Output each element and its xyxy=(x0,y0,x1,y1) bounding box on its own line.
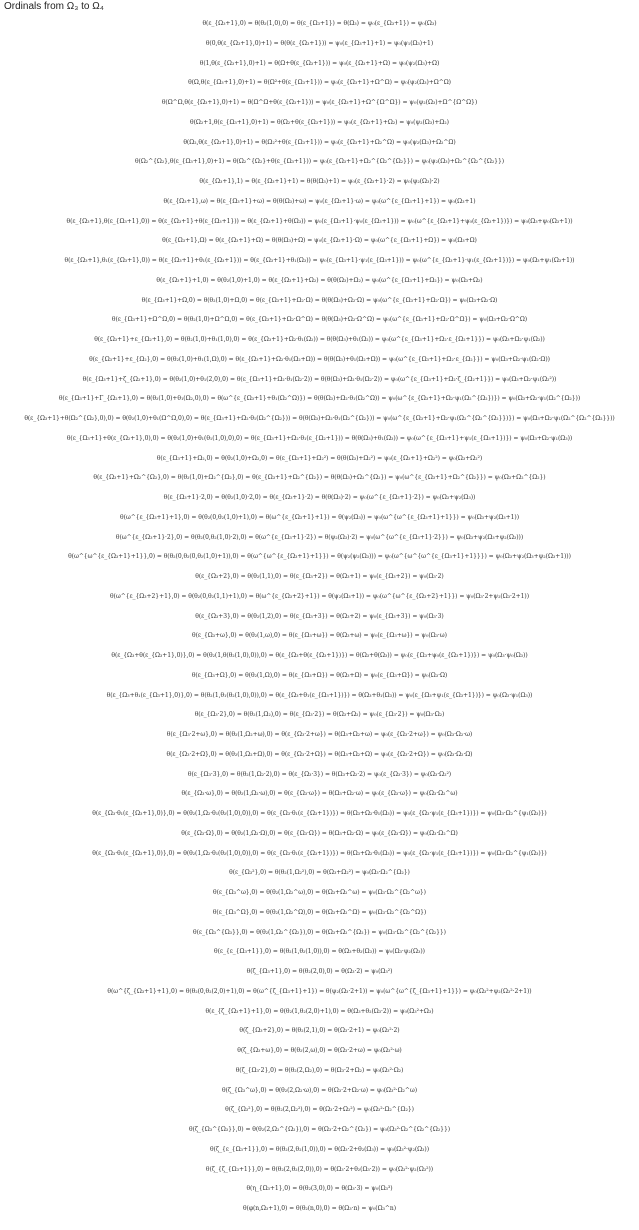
equation-row: θ(ζ_{Ω₃+1},0) = θ(θ₂(2,0),0) = θ(Ω₃·2) = ψ₀(Ω₃²) xyxy=(246,968,393,976)
equation-row: θ(ε_{Ω₃·3},0) = θ(θ₂(1,Ω₂·2),0) = θ(ε_{Ω₃·3}) = θ(Ω₃+Ω₂·2) = ψ₀(ε_{Ω₃·3}) = ψ₀(Ω₃·Ω₂²) xyxy=(187,770,452,778)
equation-row: θ(ω^{ε_{Ω₃+1}+1},0) = θ(θ₂(0,θ₂(1,0)+1),0) = θ(ω^{ε_{Ω₃+1}+1}) = θ(ψ₂(Ω₃)) = ψ₀(ω^{ω^{ε_{Ω₃+1}+1}}) = ψ₀(Ω₃+ψ₂(Ω₃+1)) xyxy=(120,513,519,521)
equation-row: θ(ζ_{ζ_{Ω₃+1}},0) = θ(θ₂(2,θ₂(2,0)),0) = θ(Ω₃·2+θ₂(Ω₃·2)) = ψ₀(Ω₃²·ψ₂(Ω₃²)) xyxy=(205,1165,434,1173)
equation-row: θ(ε_{Ω₃+1},1) = θ(ε_{Ω₃+1}+1) = θ(θ(Ω₃)+1) = ψ₀(ε_{Ω₃+1}·2) = ψ₀(ψ₂(Ω₃)·2) xyxy=(199,178,440,186)
equation-row: θ(0,θ(ε_{Ω₃+1},0)+1) = θ(θ(ε_{Ω₃+1})) = ψ₀(ε_{Ω₃+1}+1) = ψ₀(ψ₁(Ω₃)+1) xyxy=(205,39,434,47)
equation-row: θ(ε_{Ω₃+1}+Ω^Ω,0) = θ(θ₂(1,0)+Ω^Ω,0) = θ(ε_{Ω₃+1}+Ω₂·Ω^Ω) = θ(θ(Ω₃)+Ω₂·Ω^Ω) = ψ₀(ω^{ε_{Ω₃+1}+Ω₂·Ω^Ω}) = ψ₀(Ω₃+Ω₂·Ω^Ω) xyxy=(111,316,528,324)
page-title: Ordinals from Ω₃ to Ω₄ xyxy=(4,1,104,12)
equation-row: θ(ε_{Ω₃+1},ω) = θ(ε_{Ω₃+1}+ω) = θ(θ(Ω₃)+ω) = ψ₀(ε_{Ω₃+1}·ω) = ψ₀(ω^{ε_{Ω₃+1}+1}) = ψ₀(Ω₃+1) xyxy=(163,197,476,205)
equation-row: θ(ω^{ε_{Ω₃+2}+1},0) = θ(θ₂(0,θ₂(1,1)+1),0) = θ(ω^{ε_{Ω₃+2}+1}) = θ(ψ₂(Ω₃+1)) = ψ₀(ω^{ω^{ε_{Ω₃+2}+1}}) = ψ₀(Ω₃·2+ψ₂(Ω₃·2+1)) xyxy=(109,592,530,600)
equation-row: θ(ζ_{Ω₃+ω},0) = θ(θ₂(2,ω),0) = θ(Ω₃·2+ω) = ψ₀(Ω₃²·ω) xyxy=(237,1047,402,1055)
equation-row: θ(ε_{Ω₃+3},0) = θ(θ₂(1,2),0) = θ(ε_{Ω₃+3}) = θ(Ω₃+2) = ψ₀(ε_{Ω₃+3}) = ψ₀(Ω₃·3) xyxy=(195,612,444,620)
equation-row: θ(ε_{Ω₃·ω},0) = θ(θ₂(1,Ω₂·ω),0) = θ(ε_{Ω₃·ω}) = θ(Ω₃+Ω₂·ω) = ψ₀(ε_{Ω₃·ω}) = ψ₀(Ω₃·Ω₂^ω) xyxy=(181,790,458,798)
equation-row: θ(ε_{Ω₃+1},θ(ε_{Ω₃+1},0)) = θ(ε_{Ω₃+1}+θ(ε_{Ω₃+1})) = θ(ε_{Ω₃+1}+θ(Ω₃)) = ψ₀(ε_{Ω₃+1}·ψ₀(ε_{Ω₃+1})) = ψ₀(ω^{ε_{Ω₃+1}+ψ₀(ε_{Ω₃+1})}) = ψ₀(Ω₃+ψ₀(Ω₃+1)) xyxy=(66,217,573,225)
equation-row: θ(ζ_{Ω₃^{Ω₃}},0) = θ(θ₂(2,Ω₂^{Ω₂}),0) = θ(Ω₃·2+Ω₂^{Ω₂}) = ψ₀(Ω₃²·Ω₂^{Ω₂^{Ω₂}}) xyxy=(188,1126,451,1134)
equation-row: θ(ε_{Ω₃²},0) = θ(θ₂(1,Ω₂²),0) = θ(Ω₃+Ω₂²) = ψ₀(Ω₃·Ω₂^{Ω₂}) xyxy=(229,869,410,877)
equation-row: θ(ε_{Ω₃+1}·2,0) = θ(θ₂(1,0)·2,0) = θ(ε_{Ω₃+1}·2) = θ(θ(Ω₃)·2) = ψ₀(ω^{ε_{Ω₃+1}·2}) = ψ₀(Ω₃+ψ₂(Ω₃)) xyxy=(163,494,476,502)
equation-row: θ(ε_{Ω₃+1}+θ(ε_{Ω₂+1},0),0) = θ(θ₂(1,0)+θ₁(θ₁(1,0),0),0) = θ(ε_{Ω₃+1}+Ω₂·θ₁(ε_{Ω₂+1})) = θ(θ(Ω₃)+θ₁(Ω₃)) = ψ₀(ω^{ε_{Ω₃+1}+ψ₁(ε_{Ω₃+1})}) = ψ₀(Ω₃+Ω₂·ψ₁(Ω₃)) xyxy=(66,434,573,442)
equation-row: θ(Ω₂^{Ω₂},θ(ε_{Ω₃+1},0)+1) = θ(Ω₂^{Ω₂}+θ(ε_{Ω₃+1})) = ψ₀(ε_{Ω₃+1}+Ω₂^{Ω₂^{Ω₂}}) = ψ₀(ψ₂(Ω₃)+Ω₂^{Ω₂^{Ω₂}}) xyxy=(134,158,505,166)
equation-row: θ(ε_{Ω₃·θ₁(ε_{Ω₃+1},0)},0) = θ(θ₂(1,Ω₂·θ₁(θ₂(1,0),0)),0) = θ(ε_{Ω₃·θ₁(ε_{Ω₃+1})}) = θ(Ω₃+Ω₂·θ₁(Ω₃)) = ψ₀(ε_{Ω₃·ψ₁(ε_{Ω₃+1})}) = ψ₀(Ω₃·Ω₂^{ψ₁(Ω₃)}) xyxy=(92,849,547,857)
equation-row: θ(ε_{Ω₃^{Ω₃}},0) = θ(θ₂(1,Ω₂^{Ω₂}),0) = θ(Ω₃+Ω₂^{Ω₂}) = ψ₀(Ω₃·Ω₂^{Ω₂^{Ω₂}}) xyxy=(193,928,446,936)
equation-row: θ(φ(n,Ω₃+1),0) = θ(θ₂(n,0),0) = θ(Ω₃·n) = ψ₀(Ω₃^n) xyxy=(242,1205,396,1213)
equation-row: θ(ζ_{ε_{Ω₃+1}},0) = θ(θ₂(2,θ₂(1,0)),0) = θ(Ω₃·2+θ₂(Ω₃)) = ψ₀(Ω₃²·ψ₂(Ω₃)) xyxy=(209,1145,430,1153)
equation-row: θ(ω^{ζ_{Ω₃+1}+1},0) = θ(θ₂(0,θ₂(2,0)+1),0) = θ(ω^{ζ_{Ω₃+1}+1}) = θ(ψ₂(Ω₃·2+1)) = ψ₀(ω^{ω^{ζ_{Ω₃+1}+1}}) = ψ₀(Ω₃²+ψ₂(Ω₃²·2+1)) xyxy=(107,987,532,995)
equation-row: θ(ε_{Ω₃+1}+Γ_{Ω₂+1},0) = θ(θ₂(1,0)+θ₁(Ω₂,0),0) = θ(ω^{ε_{Ω₃+1}+θ₁(Ω₂^Ω)}) = θ(θ(Ω₃)+Ω₂·θ₁(Ω₂^Ω)) = ψ₀(ω^{ε_{Ω₃+1}+Ω₂·ψ₁(Ω₂^{Ω₂})}) = ψ₀(Ω₃+Ω₂·ψ₁(Ω₂^{Ω₂})) xyxy=(58,395,581,403)
equation-row: θ(ε_{Ω₃+1}+Ω₂^{Ω₂},0) = θ(θ₂(1,0)+Ω₂^{Ω₂},0) = θ(ε_{Ω₃+1}+Ω₂^{Ω₂}) = θ(θ(Ω₃)+Ω₂^{Ω₂}) = ψ₀(ω^{ε_{Ω₃+1}+Ω₂^{Ω₂}}) = ψ₀(Ω₃+Ω₂^{Ω₂}) xyxy=(93,474,546,482)
equation-row: θ(ε_{ε_{Ω₃+1}},0) = θ(θ₂(1,θ₂(1,0)),0) = θ(Ω₃+θ₂(Ω₃)) = ψ₀(Ω₃·ψ₂(Ω₃)) xyxy=(214,948,425,956)
equation-row: θ(ε_{Ω₃+1}+ε_{Ω₂},0) = θ(θ₂(1,0)+θ₁(1,Ω),0) = θ(ε_{Ω₃+1}+Ω₂·θ₁(Ω₂+Ω)) = θ(θ(Ω₃)+θ₁(Ω₂+Ω)) = ψ₀(ω^{ε_{Ω₃+1}+Ω₂·ε_{Ω₂}}) = ψ₀(Ω₃+Ω₂·ψ₁(Ω₂·Ω)) xyxy=(89,355,550,363)
equation-row: θ(ε_{Ω₃^Ω},0) = θ(θ₂(1,Ω₂^Ω),0) = θ(Ω₃+Ω₂^Ω) = ψ₀(Ω₃·Ω₂^{Ω₂^Ω}) xyxy=(212,908,427,916)
equation-row: θ(ζ_{Ω₃^ω},0) = θ(θ₂(2,Ω₂·ω),0) = θ(Ω₃·2+Ω₂·ω) = ψ₀(Ω₃²·Ω₂^ω) xyxy=(221,1086,418,1094)
equation-row: θ(ε_{Ω₃+Ω},0) = θ(θ₂(1,Ω),0) = θ(ε_{Ω₃+Ω}) = θ(Ω₃+Ω) = ψ₀(ε_{Ω₃+Ω}) = ψ₀(Ω₃·Ω) xyxy=(191,671,448,679)
equation-row: θ(ζ_{Ω₃²},0) = θ(θ₂(2,Ω₂²),0) = θ(Ω₃·2+Ω₂²) = ψ₀(Ω₃²·Ω₂^{Ω₂}) xyxy=(225,1106,414,1114)
equation-row: θ(Ω^Ω,θ(ε_{Ω₃+1},0)+1) = θ(Ω^Ω+θ(ε_{Ω₃+1})) = ψ₀(ε_{Ω₃+1}+Ω^{Ω^Ω}) = ψ₀(ψ₂(Ω₃)+Ω^{Ω^Ω}) xyxy=(161,99,478,107)
equation-row: θ(Ω₂,θ(ε_{Ω₃+1},0)+1) = θ(Ω₂²+θ(ε_{Ω₃+1})) = ψ₀(ε_{Ω₃+1}+Ω₂^Ω) = ψ₀(ψ₂(Ω₃)+Ω₂^Ω) xyxy=(183,138,456,146)
equation-row: θ(ε_{Ω₃·Ω},0) = θ(θ₂(1,Ω₂·Ω),0) = θ(ε_{Ω₃·Ω}) = θ(Ω₃+Ω₂·Ω) = ψ₀(ε_{Ω₃·Ω}) = ψ₀(Ω₃·Ω₂^Ω) xyxy=(181,829,458,837)
equation-row: θ(ζ_{Ω₃+2},0) = θ(θ₂(2,1),0) = θ(Ω₃·2+1) = ψ₀(Ω₃²·2) xyxy=(239,1027,400,1035)
equation-row: θ(ε_{Ω₃+1}+1,0) = θ(θ₂(1,0)+1,0) = θ(ε_{Ω₃+1}+Ω₂) = θ(θ(Ω₃)+Ω₂) = ψ₀(ω^{ε_{Ω₃+1}+Ω₂}) = ψ₀(Ω₃+Ω₂) xyxy=(156,276,483,284)
equation-row: θ(η_{Ω₃+1},0) = θ(θ₂(3,0),0) = θ(Ω₃·3) = ψ₀(Ω₃³) xyxy=(246,1185,393,1193)
equation-row: θ(ζ_{Ω₃·2},0) = θ(θ₂(2,Ω₂),0) = θ(Ω₃·2+Ω₂) = ψ₀(Ω₃²·Ω₂) xyxy=(235,1066,404,1074)
equation-row: θ(ε_{Ω₃+2},0) = θ(θ₂(1,1),0) = θ(ε_{Ω₃+2}) = θ(Ω₃+1) = ψ₀(ε_{Ω₃+2}) = ψ₀(Ω₃·2) xyxy=(195,573,444,581)
equation-row: θ(ε_{Ω₃·θ₁(ε_{Ω₃+1},0)},0) = θ(θ₂(1,Ω₂·θ₁(θ₂(1,0),0)),0) = θ(ε_{Ω₃·θ₁(ε_{Ω₃+1})}) = θ(Ω₃+Ω₂·θ₁(Ω₃)) = ψ₀(ε_{Ω₃·ψ₁(ε_{Ω₃+1})}) = ψ₀(Ω₃·Ω₂^{ψ₁(Ω₃)}) xyxy=(92,810,547,818)
equation-row: θ(ε_{Ω₃+1}+Ω,0) = θ(θ₂(1,0)+Ω,0) = θ(ε_{Ω₃+1}+Ω₂·Ω) = θ(θ(Ω₃)+Ω₂·Ω) = ψ₀(ω^{ε_{Ω₃+1}+Ω₂·Ω}) = ψ₀(Ω₃+Ω₂·Ω) xyxy=(141,296,498,304)
equation-row: θ(ε_{Ω₃+1}+ε_{Ω₂+1},0) = θ(θ₂(1,0)+θ₁(1,0),0) = θ(ε_{Ω₃+1}+Ω₂·θ₁(Ω₂)) = θ(θ(Ω₃)+θ₁(Ω₂)) = ψ₀(ω^{ε_{Ω₃+1}+Ω₂·ε_{Ω₂+1}}) = ψ₀(Ω₃+Ω₂·ψ₁(Ω₂)) xyxy=(94,336,545,344)
equation-row: θ(ε_{ζ_{Ω₃+1}+1},0) = θ(θ₂(1,θ₂(2,0)+1),0) = θ(Ω₃+θ₂(Ω₃·2)) = ψ₀(Ω₃²+Ω₃) xyxy=(205,1007,434,1015)
equation-row: θ(Ω₂+1,θ(ε_{Ω₃+1},0)+1) = θ(Ω₂+θ(ε_{Ω₃+1})) = ψ₀(ε_{Ω₃+1}+Ω₂) = ψ₀(ψ₂(Ω₃)+Ω₂) xyxy=(190,118,449,126)
equation-row: θ(ε_{Ω₃·2},0) = θ(θ₂(1,Ω₂),0) = θ(ε_{Ω₃·2}) = θ(Ω₃+Ω₂) = ψ₀(ε_{Ω₃·2}) = ψ₀(Ω₃·Ω₂) xyxy=(194,711,445,719)
equation-row: θ(ε_{Ω₃^ω},0) = θ(θ₂(1,Ω₂^ω),0) = θ(Ω₃+Ω₂^ω) = ψ₀(Ω₃·Ω₂^{Ω₂^ω}) xyxy=(213,889,426,897)
equation-row: θ(ε_{Ω₃·2+Ω},0) = θ(θ₂(1,Ω₂+Ω),0) = θ(ε_{Ω₃·2+Ω}) = θ(Ω₃+Ω₂+Ω) = ψ₀(ε_{Ω₃·2+Ω}) = ψ₀(Ω₃·Ω₂·Ω) xyxy=(166,750,473,758)
equation-row: θ(ε_{Ω₃·2+ω},0) = θ(θ₂(1,Ω₂+ω),0) = θ(ε_{Ω₃·2+ω}) = θ(Ω₃+Ω₂+ω) = ψ₀(ε_{Ω₃·2+ω}) = ψ₀(Ω₃·Ω₂·ω) xyxy=(166,731,473,739)
equation-row: θ(1,θ(ε_{Ω₃+1},0)+1) = θ(Ω+θ(ε_{Ω₃+1})) = ψ₀(ε_{Ω₃+1}+Ω) = ψ₀(ψ₂(Ω₃)+Ω) xyxy=(199,59,440,67)
equation-row: θ(ε_{Ω₃+1}+ζ_{Ω₂+1},0) = θ(θ₂(1,0)+θ₁(2,0),0) = θ(ε_{Ω₃+1}+Ω₂·θ₁(Ω₂·2)) = θ(θ(Ω₃)+Ω₂·θ₁(Ω₂·2)) = ψ₀(ω^{ε_{Ω₃+1}+Ω₂·ζ_{Ω₂+1}}) = ψ₀(Ω₃+Ω₂·ψ₁(Ω₂²)) xyxy=(82,375,557,383)
equation-row: θ(ε_{Ω₃+ω},0) = θ(θ₂(1,ω),0) = θ(ε_{Ω₃+ω}) = θ(Ω₃+ω) = ψ₀(ε_{Ω₃+ω}) = ψ₀(Ω₃·ω) xyxy=(192,632,447,640)
equation-row: θ(ω^{ω^{ε_{Ω₃+1}+1}},0) = θ(θ₂(0,θ₂(0,θ₂(1,0)+1)),0) = θ(ω^{ω^{ε_{Ω₃+1}+1}}) = θ(ψ₂(ψ₂(Ω₃))) = ψ₀(ω^{ω^{ω^{ε_{Ω₃+1}+1}}}) = ψ₀(Ω₃+ψ₂(Ω₃+ψ₂(Ω₃+1))) xyxy=(68,553,571,561)
equation-row: θ(ε_{Ω₃+1}+θ(Ω₂^{Ω₂},0),0) = θ(θ₂(1,0)+θ₁(Ω^Ω,0),0) = θ(ε_{Ω₃+1}+Ω₂·θ₁(Ω₂^{Ω₂})) = θ(θ(Ω₃)+Ω₂·θ₁(Ω₂^{Ω₂})) = ψ₀(ω^{ε_{Ω₃+1}+Ω₂·ψ₁(Ω₂^{Ω₂^{Ω₂}})}) = ψ₀(Ω₃+Ω₂·ψ₁(Ω₂^{Ω₂^{Ω₂}})) xyxy=(24,415,615,423)
equation-row: θ(ε_{Ω₃+θ₁(ε_{Ω₃+1},0)},0) = θ(θ₂(1,θ₁(θ₂(1,0),0)),0) = θ(ε_{Ω₃+θ₁(ε_{Ω₃+1})}) = θ(Ω₃+θ₁(Ω₃)) = ψ₀(ε_{Ω₃+ψ₁(ε_{Ω₃+1})}) = ψ₀(Ω₃·ψ₁(Ω₃)) xyxy=(106,691,533,699)
equation-row: θ(ε_{Ω₃+1},Ω) = θ(ε_{Ω₃+1}+Ω) = θ(θ(Ω₃)+Ω) = ψ₀(ε_{Ω₃+1}·Ω) = ψ₀(ω^{ε_{Ω₃+1}+Ω}) = ψ₀(Ω₃+Ω) xyxy=(162,237,477,245)
equation-row: θ(ω^{ε_{Ω₃+1}·2},0) = θ(θ₂(0,θ₂(1,0)·2),0) = θ(ω^{ε_{Ω₃+1}·2}) = θ(ψ₂(Ω₃)·2) = ψ₀(ω^{ω^{ε_{Ω₃+1}·2}}) = ψ₀(Ω₃+ψ₂(Ω₃+ψ₂(Ω₃))) xyxy=(115,533,524,541)
equation-row: θ(Ω,θ(ε_{Ω₃+1},0)+1) = θ(Ω²+θ(ε_{Ω₃+1})) = ψ₀(ε_{Ω₃+1}+Ω^Ω) = ψ₀(ψ₂(Ω₃)+Ω^Ω) xyxy=(188,79,451,87)
equation-row: θ(ε_{Ω₃+1},θ₁(ε_{Ω₃+1},0)) = θ(ε_{Ω₃+1}+θ₁(ε_{Ω₃+1})) = θ(ε_{Ω₃+1}+θ₁(Ω₃)) = ψ₀(ε_{Ω₃+1}·ψ₁(ε_{Ω₃+1})) = ψ₀(ω^{ε_{Ω₃+1}·ψ₁(ε_{Ω₃+1})}) = ψ₀(Ω₃+ψ₁(Ω₃+1)) xyxy=(64,257,575,265)
equation-row: θ(ε_{Ω₃+1}+Ω₂,0) = θ(θ₂(1,0)+Ω₂,0) = θ(ε_{Ω₃+1}+Ω₂²) = θ(θ(Ω₃)+Ω₂²) = ψ₀(ε_{Ω₃+1}+Ω₂²) = ψ₀(Ω₃+Ω₂²) xyxy=(156,454,483,462)
equation-row: θ(ε_{Ω₃+θ(ε_{Ω₃+1},0)},0) = θ(θ₂(1,θ(θ₂(1,0),0)),0) = θ(ε_{Ω₃+θ(ε_{Ω₃+1})}) = θ(Ω₃+θ(Ω₃)) = ψ₀(ε_{Ω₃+ψ₀(ε_{Ω₃+1})}) = ψ₀(Ω₃·ψ₀(Ω₃)) xyxy=(111,652,528,660)
equation-row: θ(ε_{Ω₃+1},0) = θ(θ₂(1,0),0) = θ(ε_{Ω₃+1}) = θ(Ω₃) = ψ₀(ε_{Ω₃+1}) = ψ₀(Ω₃) xyxy=(202,20,437,27)
